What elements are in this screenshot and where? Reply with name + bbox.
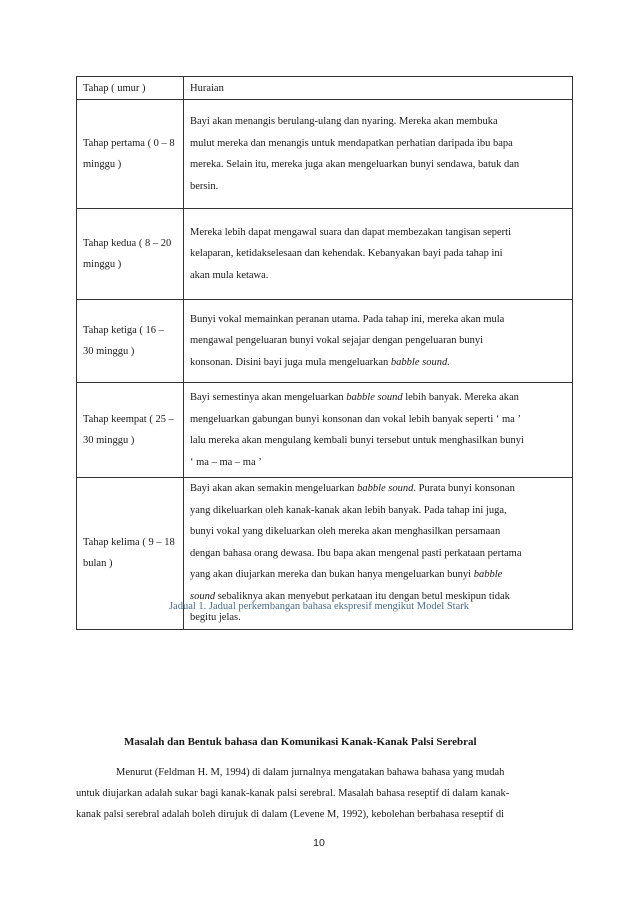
- description-line: mengawal pengeluaran bunyi vokal sejajar dengan pengeluaran bunyi: [190, 335, 484, 347]
- table-row: [77, 209, 573, 300]
- description-line: akan mula ketawa.: [190, 269, 269, 281]
- description-line: ‘ ma – ma – ma ’: [190, 456, 262, 468]
- paragraph-line: kanak palsi serebral adalah boleh dirujuk di dalam (Levene M, 1992), kebolehan berbahasa reseptif di: [76, 809, 505, 820]
- description-text: lebih banyak. Mereka akan: [405, 392, 519, 403]
- description-cell: [184, 209, 573, 300]
- italic-term: sound: [190, 590, 216, 602]
- paragraph-line: untuk diujarkan adalah sukar bagi kanak-kanak palsi serebral. Masalah bahasa reseptif di dalam kanak-: [76, 788, 510, 799]
- table-caption: Jadual 1. Jadual perkembangan bahasa ekspresif mengikut Model Stark: [168, 601, 470, 612]
- description-text: sebaliknya akan menyebut perkataan itu dengan betul meskipun tidak: [217, 590, 510, 602]
- description-text: Bayi semestinya akan mengeluarkan: [190, 392, 344, 403]
- page-number: 10: [313, 837, 325, 849]
- description-line: lalu mereka akan mengulang kembali bunyi tersebut untuk menghasilkan bunyi: [190, 435, 524, 446]
- description-line: mengeluarkan gabungan bunyi konsonan dan vokal lebih banyak seperti ‘ ma ’: [190, 413, 521, 425]
- table-header-row: [77, 77, 573, 100]
- description-line: Mereka lebih dapat mengawal suara dan dapat membezakan tangisan seperti: [190, 226, 511, 238]
- stage-cell: Tahap kelima ( 9 – 18 bulan ): [77, 478, 184, 630]
- section-heading: Masalah dan Bentuk bahasa dan Komunikasi Kanak-Kanak Palsi Serebral: [124, 736, 477, 748]
- description-line: [190, 387, 566, 409]
- description-line: mereka. Selain itu, mereka juga akan mengeluarkan bunyi sendawa, batuk dan: [190, 159, 520, 170]
- header-stage: Tahap ( umur ): [77, 77, 184, 100]
- description-line: bersin.: [190, 180, 219, 192]
- stage-cell: Tahap pertama ( 0 – 8 minggu ): [77, 100, 184, 209]
- description-line: dengan bahasa orang dewasa. Ibu bapa akan mengenal pasti perkataan pertama: [190, 547, 522, 559]
- stage-cell: Tahap kedua ( 8 – 20 minggu ): [77, 209, 184, 300]
- description-line: kelaparan, ketidakselesaan dan kehendak. Kebanyakan bayi pada tahap ini: [190, 248, 503, 260]
- body-paragraph: [76, 762, 572, 825]
- table-row: [77, 100, 573, 209]
- description-text: konsonan. Disini bayi juga mula mengeluarkan: [190, 356, 389, 368]
- description-text: yang akan diujarkan mereka dan bukan hanya mengeluarkan bunyi: [190, 569, 472, 580]
- description-line: begitu jelas.: [190, 612, 241, 623]
- description-cell: [184, 300, 573, 383]
- description-line: Bayi akan menangis berulang-ulang dan nyaring. Mereka akan membuka: [190, 116, 498, 127]
- description-cell: [184, 383, 573, 478]
- development-table: [76, 76, 573, 630]
- stage-cell: Tahap ketiga ( 16 – 30 minggu ): [77, 300, 184, 383]
- description-line: bunyi vokal yang dikeluarkan oleh mereka akan menghasilkan persamaan: [190, 526, 501, 537]
- table-row: [77, 383, 573, 478]
- stage-cell: Tahap keempat ( 25 – 30 minggu ): [77, 383, 184, 478]
- italic-term: babble sound: [357, 483, 414, 494]
- description-text: . Purata bunyi konsonan: [413, 483, 515, 494]
- description-text: Bayi akan akan semakin mengeluarkan: [190, 483, 355, 494]
- italic-term: babble sound.: [390, 356, 450, 368]
- description-line: yang dikeluarkan oleh kanak-kanak akan lebih banyak. Pada tahap ini juga,: [190, 504, 507, 516]
- description-line: [190, 478, 566, 500]
- description-cell: [184, 100, 573, 209]
- table-row: [77, 300, 573, 383]
- description-line: Bunyi vokal memainkan peranan utama. Pada tahap ini, mereka akan mula: [190, 313, 505, 325]
- description-line: [190, 564, 566, 586]
- header-description: Huraian: [184, 77, 573, 100]
- description-line: [190, 352, 566, 374]
- italic-term: babble: [473, 569, 503, 580]
- italic-term: babble sound: [346, 392, 403, 403]
- description-line: mulut mereka dan menangis untuk mendapatkan perhatian daripada ibu bapa: [190, 137, 513, 149]
- paragraph-line: Menurut (Feldman H. M, 1994) di dalam jurnalnya mengatakan bahawa bahasa yang mudah: [116, 767, 505, 778]
